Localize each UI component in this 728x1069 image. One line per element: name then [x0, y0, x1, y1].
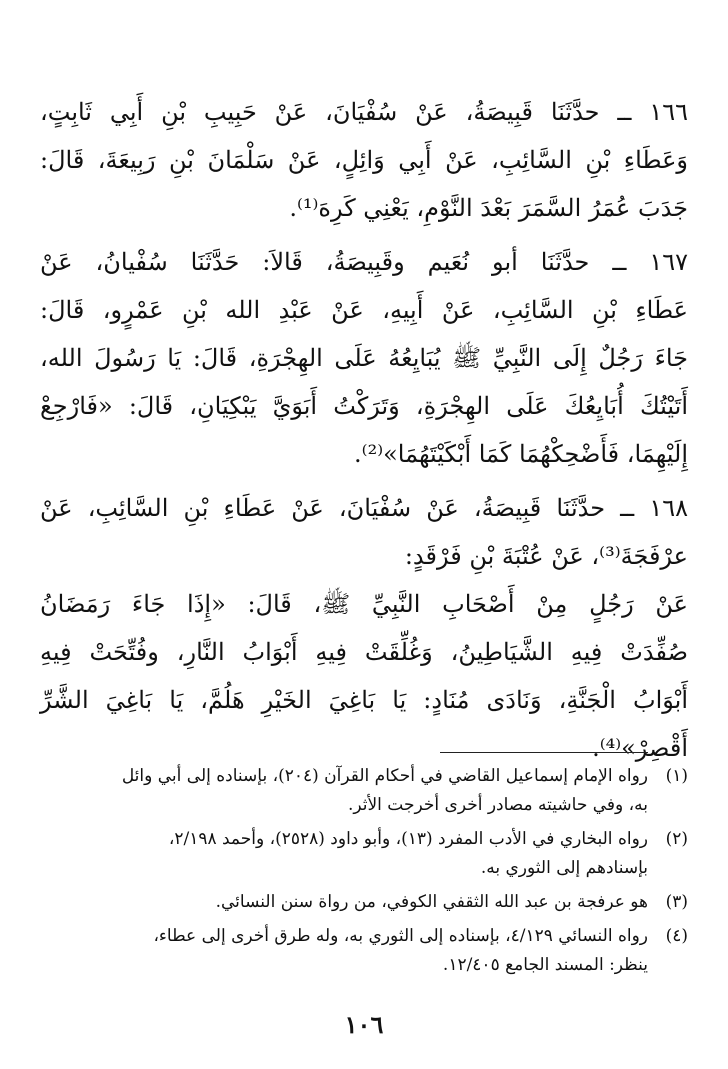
- text-line: ١٦٨ ــ حدَّثَنَا قَبِيصَةُ، عَنْ سُفْيَانَ، عَنْ عَطَاءِ بْنِ السَّائِبِ، عَنْ: [40, 494, 688, 522]
- footnote-line: به، وفي حاشيته مصادر أخرى أخرجت الأثر.: [347, 795, 648, 815]
- hadith-167: [40, 238, 688, 478]
- footnote: [40, 888, 688, 917]
- footnote: [40, 762, 688, 820]
- footnote-number: (٢): [665, 829, 688, 849]
- text-line: وَعَطَاءِ بْنِ السَّائِبِ، عَنْ أَبِي وَائِلٍ، عَنْ سَلْمَانَ بْنِ رَبِيعَةَ، قَالَ:: [40, 146, 688, 174]
- footnote-number: (٤): [665, 926, 688, 946]
- text-line: أَبْوَابُ الْجَنَّةِ، وَنَادَى مُنَادٍ: يَا بَاغِيَ الخَيْرِ هَلُمَّ، يَا بَاغِيَ الشَّرِّ: [40, 686, 688, 714]
- text-line: أَتَيْتُكَ أُبَايِعُكَ عَلَى الهِجْرَةِ، وَتَرَكْتُ أَبَوَيَّ يَبْكِيَانِ، قَالَ: «فَارْجِعْ: [40, 392, 688, 420]
- footnote-line: بإسنادهم إلى الثوري به.: [480, 858, 648, 878]
- text-line: ١٦٦ ــ حدَّثَنَا قَبِيصَةُ، عَنْ سُفْيَانَ، عَنْ حَبِيبِ بْنِ أَبِي ثَابِتٍ،: [40, 98, 688, 126]
- hadith-166: [40, 88, 688, 232]
- text-line: عرْفَجَةَ⁽³⁾، عَنْ عُتْبَةَ بْنِ فَرْقَدٍ:: [404, 542, 688, 570]
- footnote: [40, 922, 688, 980]
- hadith-168: [40, 484, 688, 772]
- text-line: عَنْ رَجُلٍ مِنْ أَصْحَابِ النَّبِيِّ ﷺ، قَالَ: «إِذَا جَاءَ رَمَضَانُ: [40, 590, 688, 618]
- main-text: [40, 88, 688, 772]
- text-line: ١٦٧ ــ حدَّثَنَا أبو نُعَيم وقَبِيصَةُ، قَالاَ: حَدَّثَنَا سُفْيانُ، عَنْ: [40, 248, 688, 276]
- footnote-line: رواه البخاري في الأدب المفرد (١٣)، وأبو داود (٢٥٢٨)، وأحمد ٢/١٩٨،: [168, 829, 648, 849]
- footnote-separator: [440, 752, 648, 753]
- footnotes: [40, 762, 688, 985]
- footnote: [40, 825, 688, 883]
- page-number: ١٠٦: [344, 1010, 384, 1039]
- footnote-number: (٣): [665, 892, 688, 912]
- text-line: أَقْصِرْ»⁽⁴⁾.: [592, 734, 688, 762]
- footnote-line: ينظر: المسند الجامع ١٢/٤٠٥.: [442, 955, 648, 975]
- text-line: إِلَيْهِمَا، فَأَضْحِكْهُمَا كَمَا أَبْكَيْتَهُمَا»⁽²⁾.: [354, 440, 688, 468]
- text-line: جَاءَ رَجُلٌ إِلَى النَّبِيِّ ﷺ يُبَايِعُهُ عَلَى الهِجْرَةِ، قَالَ: يَا رَسُولَ الله،: [40, 344, 688, 372]
- text-line: جَدَبَ عُمَرُ السَّمَرَ بَعْدَ النَّوْمِ، يَعْنِي كَرِهَ⁽¹⁾.: [289, 194, 688, 222]
- text-line: صُفِّدَتْ فِيهِ الشَّيَاطِينُ، وَغُلِّقَتْ فِيهِ أَبْوَابُ النَّارِ، وفُتِّحَتْ فِيهِ: [40, 638, 688, 666]
- text-line: عَطَاءِ بْنِ السَّائِبِ، عَنْ أَبِيهِ، عَنْ عَبْدِ الله بْنِ عَمْرٍو، قَالَ:: [40, 296, 689, 324]
- footnote-line: هو عرفجة بن عبد الله الثقفي الكوفي، من رواة سنن النسائي.: [215, 892, 648, 912]
- footnote-line: رواه النسائي ٤/١٢٩، بإسناده إلى الثوري به، وله طرق أخرى إلى عطاء،: [153, 926, 648, 946]
- footnote-number: (١): [665, 766, 688, 786]
- footnote-line: رواه الإمام إسماعيل القاضي في أحكام القرآن (٢٠٤)، بإسناده إلى أبي وائل: [121, 766, 648, 786]
